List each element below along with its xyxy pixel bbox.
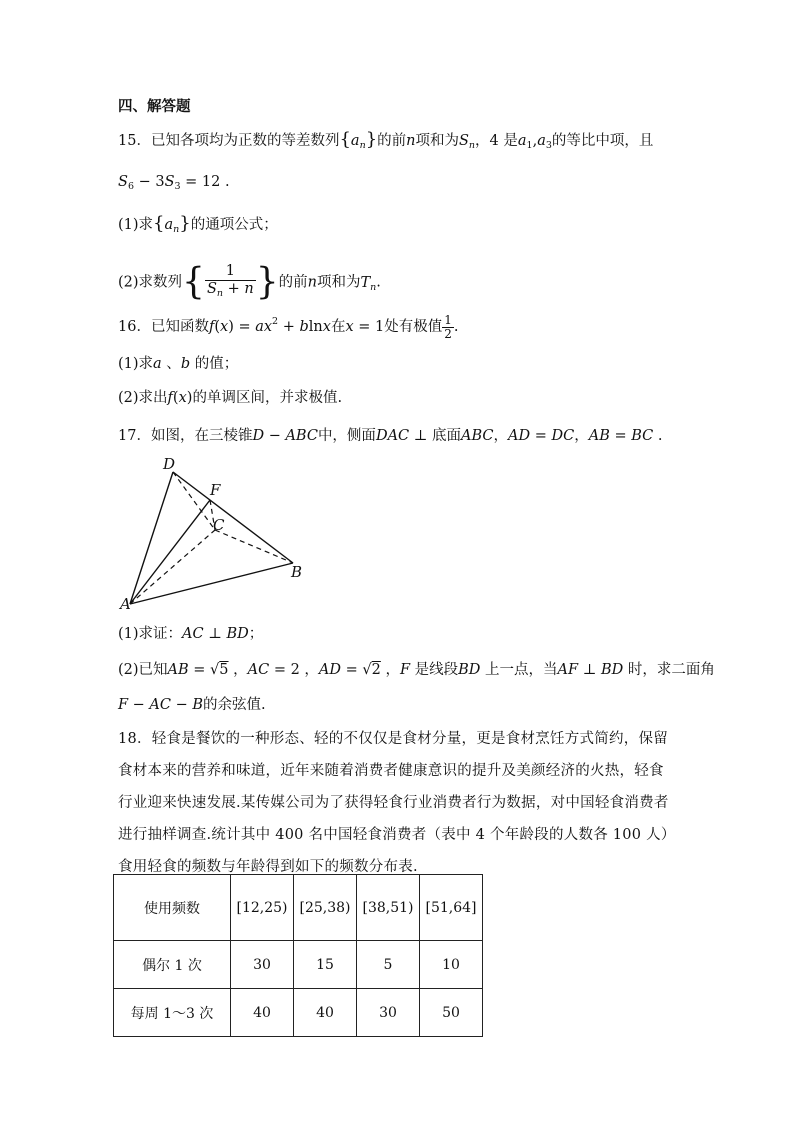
label-B: B xyxy=(291,563,303,581)
label-F: F xyxy=(210,481,221,499)
table-cell: 每周 1～3 次 xyxy=(114,989,231,1037)
q15-stem: 15．已知各项均为正数的等差数列$\{a_n\}$的前n项和为$S_n$，4 是$a_1,a_3$的等比中项，且 xyxy=(118,129,654,151)
edge-AD xyxy=(130,472,173,604)
q15-condition: $S_6 - 3S_3 = 12$ . xyxy=(118,174,230,192)
header-cell: [12,25) xyxy=(231,875,294,941)
table-cell: 30 xyxy=(231,941,294,989)
q16-part1: (1)求a 、b 的值； xyxy=(118,356,239,372)
table-header-row xyxy=(114,875,483,941)
q17-part2: (2)已知AB = √5 ，AC = 2 ，AD = √2 ，F 是线段BD 上一点，当AF ⊥ BD 时，求二面角 xyxy=(118,662,715,678)
label-D: D xyxy=(163,455,176,473)
q15-part2: (2)求数列{ $\frac{1}{S_n + n}$ }的前n项和为$T_n$. xyxy=(118,261,381,303)
table-cell: 15 xyxy=(294,941,357,989)
q17-stem: 17．如图，在三棱锥D − ABC中，侧面DAC ⊥ 底面ABC，AD = DC，AB = BC . xyxy=(118,428,663,444)
q17-part2-cont: F − AC − B的余弦值. xyxy=(118,697,266,713)
table-cell: 40 xyxy=(231,989,294,1037)
header-cell: [38,51) xyxy=(357,875,420,941)
table-cell: 50 xyxy=(420,989,483,1037)
table-cell: 40 xyxy=(294,989,357,1037)
q18-paragraph: 18．轻食是餐饮的一种形态、轻的不仅仅是食材分量，更是食材烹饪方式简约，保留食材本来的营养和味道，近年来随着消费者健康意识的提升及美颜经济的火热，轻食行业迎来快速发展.某传媒公司为了获得轻食行业消费者行为数据，对中国轻食消费者进行抽样调查.统计其中 400 名中国轻食消费者（表中 4 个年龄段的人数各 100 人）食用轻食的频数与年龄得到如下的频数分布表. xyxy=(118,731,676,875)
q16-stem: 16．已知函数$f(x) = ax^2 + blnx$在x = 1处有极值 $\frac{1}{2}$ . xyxy=(118,312,459,341)
table-cell: 偶尔 1 次 xyxy=(114,941,231,989)
q16-part2: (2)求出f(x)的单调区间，并求极值. xyxy=(118,390,343,406)
header-cell: 使用频数 xyxy=(114,875,231,941)
label-C: C xyxy=(213,516,225,534)
section-title: 四、解答题 xyxy=(118,98,191,115)
table-cell: 10 xyxy=(420,941,483,989)
table-cell: 5 xyxy=(357,941,420,989)
table-cell: 30 xyxy=(357,989,420,1037)
header-cell: [25,38) xyxy=(294,875,357,941)
pyramid-figure xyxy=(118,452,318,612)
edge-AF xyxy=(130,500,210,604)
label-A: A xyxy=(120,595,131,612)
edge-DB xyxy=(173,472,293,563)
table-row xyxy=(114,941,483,989)
frequency-table xyxy=(113,874,483,1037)
q15-part1: (1)求$\{a_n\}$的通项公式； xyxy=(118,213,278,235)
header-cell: [51,64] xyxy=(420,875,483,941)
q17-part1: (1)求证：AC ⊥ BD； xyxy=(118,626,264,642)
edge-CB xyxy=(215,530,293,563)
table-row xyxy=(114,989,483,1037)
